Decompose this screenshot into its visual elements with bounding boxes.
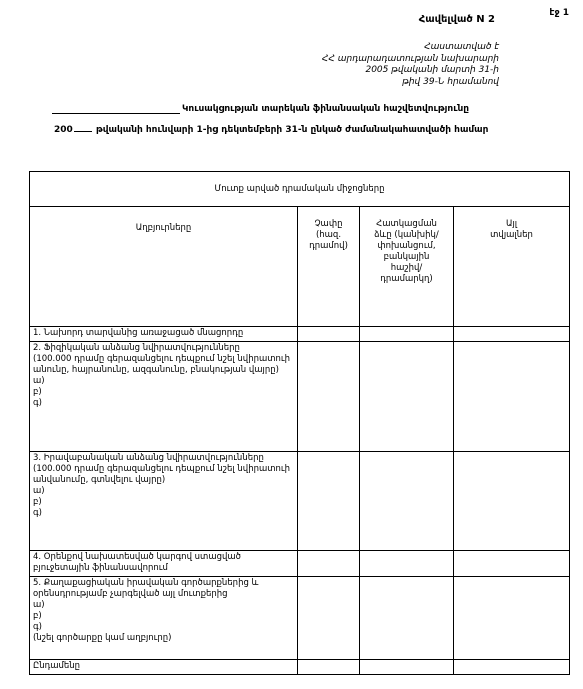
table-row <box>30 342 570 452</box>
column-header-allocation-form: Հատկացման ձևը (կանխիկ/ փոխանցում, բանկային հաշիվ/ դրամարկղ) <box>360 207 454 327</box>
allocation-cell <box>360 452 454 551</box>
column-header-sources: Աղբյուրները <box>30 207 298 327</box>
party-name-blank <box>52 105 180 114</box>
approval-line: 2005 թվականի մարտի 31-ի <box>365 65 499 75</box>
year-blank <box>74 124 92 132</box>
other-data-cell <box>454 660 570 675</box>
period-line <box>54 124 564 135</box>
row-label: 1. Նախորդ տարվանից առաջացած մնացորդը <box>30 327 298 342</box>
amount-cell <box>298 551 360 577</box>
row-label: 2. Ֆիզիկական անձանց նվիրատվությունները (100.000 դրամը գերազանցելու դեպքում նշել նվիրատուի անունը, հայրանունը, ազգանունը, բնակության վայրը) ա) բ) գ) <box>30 342 298 452</box>
other-data-cell <box>454 327 570 342</box>
total-row <box>30 660 570 675</box>
allocation-cell <box>360 327 454 342</box>
allocation-cell <box>360 660 454 675</box>
row-label: 3. Իրավաբանական անձանց նվիրատվությունները (100.000 դրամը գերազանցելու դեպքում նշել նվիրատուի անվանումը, գտնվելու վայրը) ա) բ) գ) <box>30 452 298 551</box>
row-label: 5. Քաղաքացիական իրավական գործարքներից և օրենսդրությամբ չարգելված այլ մուտքերից ա) բ) գ) (նշել գործարքը կամ աղբյուրը) <box>30 577 298 660</box>
amount-cell <box>298 327 360 342</box>
funds-report-table <box>29 171 570 675</box>
row-label: 4. Օրենքով նախատեսված կարգով ստացված բյուջետային ֆինանսավորում <box>30 551 298 577</box>
other-data-cell <box>454 452 570 551</box>
report-title-text: Կուսակցության տարեկան ֆինանսական հաշվետվությունը <box>182 104 470 114</box>
report-title <box>52 104 562 114</box>
period-text: թվականի հունվարի 1-ից դեկտեմբերի 31-ն ընկած ժամանակահատվածի համար <box>95 125 489 135</box>
column-header-other-data: Այլ տվյալներ <box>454 207 570 327</box>
approval-line: ՀՀ արդարադատության նախարարի <box>322 53 499 64</box>
other-data-cell <box>454 551 570 577</box>
table-row <box>30 327 570 342</box>
column-header-amount: Չափը (հազ. դրամով) <box>298 207 360 327</box>
amount-cell <box>298 660 360 675</box>
allocation-cell <box>360 551 454 577</box>
period-prefix: 200 <box>54 125 73 135</box>
table-row <box>30 551 570 577</box>
other-data-cell <box>454 577 570 660</box>
total-label: Ընդամենը <box>30 660 298 675</box>
amount-cell <box>298 342 360 452</box>
allocation-cell <box>360 577 454 660</box>
approval-line: թիվ 39-Ն հրամանով <box>402 76 499 87</box>
allocation-cell <box>360 342 454 452</box>
section-header: Մուտք արված դրամական միջոցները <box>30 172 570 207</box>
page-number: էջ 1 <box>549 8 569 18</box>
table-row <box>30 452 570 551</box>
other-data-cell <box>454 342 570 452</box>
annex-label: Հավելված N 2 <box>418 14 495 25</box>
table-row <box>30 577 570 660</box>
approval-block <box>279 42 499 88</box>
amount-cell <box>298 577 360 660</box>
amount-cell <box>298 452 360 551</box>
approval-line: Հաստատված է <box>424 42 499 52</box>
